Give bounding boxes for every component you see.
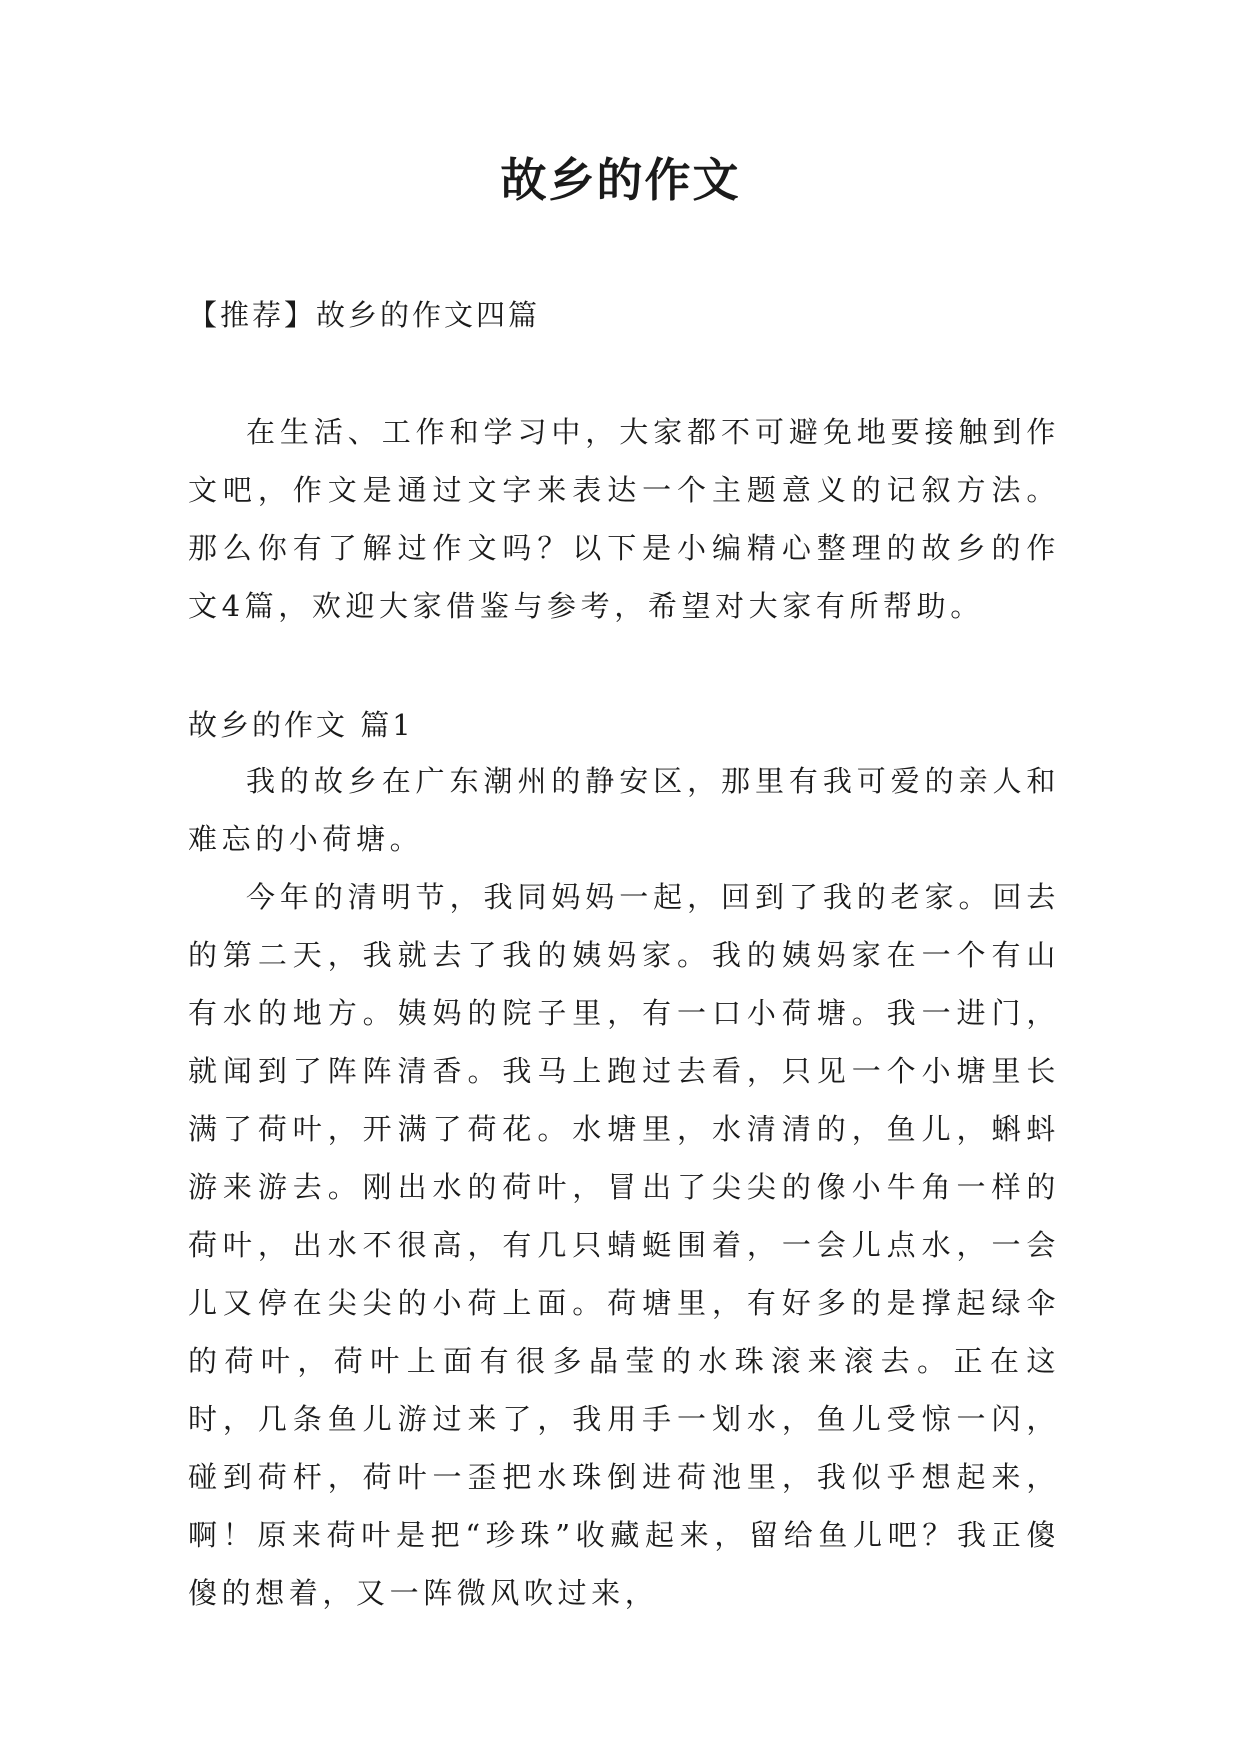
intro-paragraph: 在生活、工作和学习中，大家都不可避免地要接触到作文吧，作文是通过文字来表达一个主题意义的记叙方法。那么你有了解过作文吗？以下是小编精心整理的故乡的作文4篇，欢迎大家借鉴与参考，希望对大家有所帮助。 bbox=[188, 415, 1060, 623]
paragraph: 今年的清明节，我同妈妈一起，回到了我的老家。回去的第二天，我就去了我的姨妈家。我的姨妈家在一个有山有水的地方。姨妈的院子里，有一口小荷塘。我一进门，就闻到了阵阵清香。我马上跑过去看，只见一个小塘里长满了荷叶，开满了荷花。水塘里，水清清的，鱼儿，蝌蚪游来游去。刚出水的荷叶，冒出了尖尖的像小牛角一样的荷叶，出水不很高，有几只蜻蜓围着，一会儿点水，一会儿又停在尖尖的小荷上面。荷塘里，有好多的是撑起绿伞的荷叶，荷叶上面有很多晶莹的水珠滚来滚去。正在这时，几条鱼儿游过来了，我用手一划水，鱼儿受惊一闪，碰到荷杆，荷叶一歪把水珠倒进荷池里，我似乎想起来，啊！原来荷叶是把“珍珠”收藏起来，留给鱼儿吧？我正傻傻的想着，又一阵微风吹过来， bbox=[188, 880, 1060, 1610]
paragraph: 我的故乡在广东潮州的静安区，那里有我可爱的亲人和难忘的小荷塘。 bbox=[188, 764, 1060, 856]
document-subtitle: 【推荐】故乡的作文四篇 bbox=[188, 298, 541, 332]
document-title: 故乡的作文 bbox=[500, 153, 741, 207]
intro-block bbox=[188, 403, 1060, 635]
essay-body bbox=[188, 752, 1060, 1622]
section-heading: 故乡的作文 篇1 bbox=[188, 708, 414, 742]
